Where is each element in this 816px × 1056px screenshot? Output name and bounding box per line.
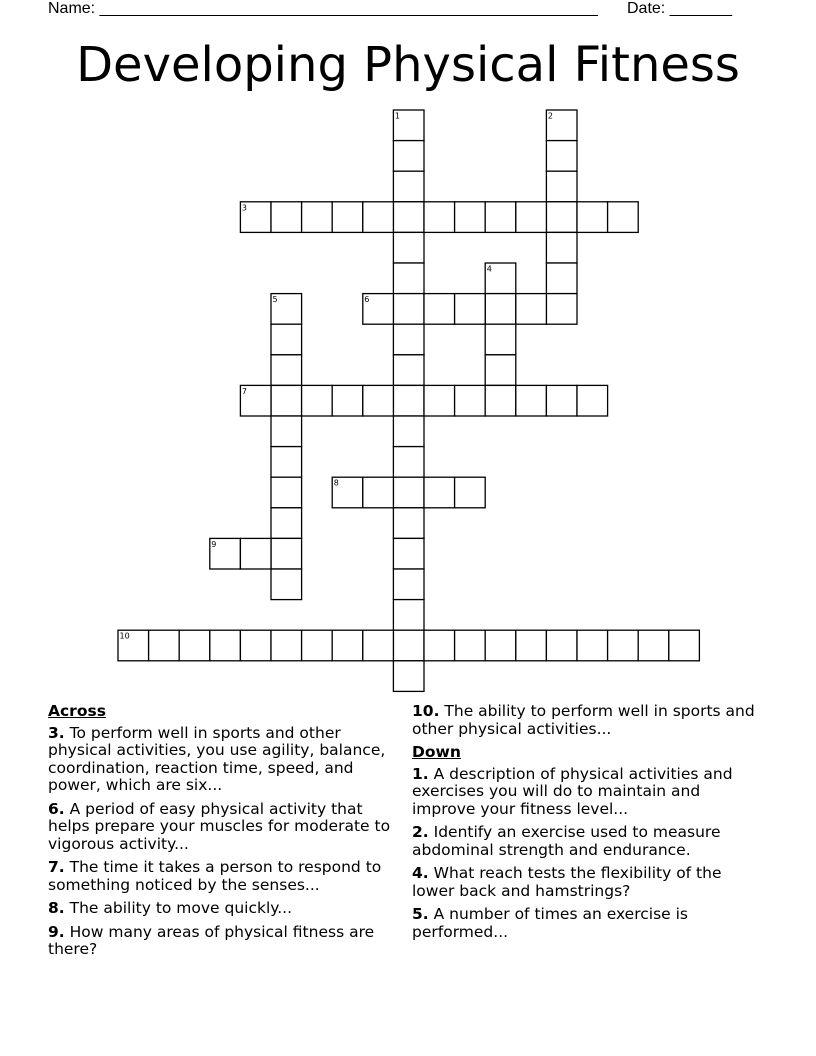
- crossword-cell[interactable]: [516, 630, 547, 661]
- crossword-cell[interactable]: [424, 630, 455, 661]
- crossword-cell[interactable]: [485, 385, 516, 416]
- crossword-cell[interactable]: [577, 630, 608, 661]
- crossword-cell[interactable]: [363, 477, 394, 508]
- clue-number-label: 6: [364, 295, 370, 305]
- date-field-label: Date: _______: [627, 0, 732, 17]
- crossword-cell[interactable]: [302, 385, 333, 416]
- clue-number: 10.: [412, 702, 440, 720]
- clue-number: 4.: [412, 864, 429, 882]
- clue-text: To perform well in sports and other physical activities, you use agility, balance, coordination, reaction time, speed, and power, which are six...: [48, 723, 386, 794]
- across-heading: Across: [48, 702, 106, 720]
- clue-text: What reach tests the flexibility of the lower back and hamstrings?: [412, 864, 722, 900]
- crossword-cell[interactable]: [546, 294, 577, 325]
- clue-number-label: 5: [272, 295, 278, 305]
- crossword-cell[interactable]: [455, 385, 486, 416]
- crossword-cell[interactable]: [302, 630, 333, 661]
- crossword-cell[interactable]: [393, 232, 424, 263]
- crossword-cell[interactable]: [608, 202, 639, 233]
- clue-down-1: [412, 766, 757, 819]
- clue-text: The ability to perform well in sports and other physical activities...: [412, 702, 755, 738]
- crossword-cell[interactable]: [546, 232, 577, 263]
- crossword-cell[interactable]: [271, 447, 302, 478]
- crossword-cell[interactable]: [179, 630, 210, 661]
- crossword-cell[interactable]: [271, 355, 302, 386]
- crossword-cell[interactable]: [546, 202, 577, 233]
- crossword-cell[interactable]: [638, 630, 669, 661]
- clue-across-8: [48, 900, 403, 918]
- crossword-cell[interactable]: [424, 294, 455, 325]
- crossword-cell[interactable]: [393, 171, 424, 202]
- crossword-cell[interactable]: [393, 263, 424, 294]
- crossword-cell[interactable]: [332, 385, 363, 416]
- clue-down-4: [412, 865, 757, 900]
- clue-number-label: 1: [394, 111, 400, 121]
- clue-number: 2.: [412, 823, 429, 841]
- clues-column-left: [48, 703, 403, 965]
- crossword-cell[interactable]: [424, 477, 455, 508]
- crossword-cell[interactable]: [210, 630, 241, 661]
- clue-number: 1.: [412, 764, 429, 783]
- clue-text: Identify an exercise used to measure abdominal strength and endurance.: [412, 823, 721, 859]
- clue-across-9: [48, 924, 403, 959]
- crossword-cell[interactable]: [393, 447, 424, 478]
- clue-across-7: [48, 859, 403, 894]
- crossword-cell[interactable]: [393, 630, 424, 661]
- crossword-cell[interactable]: [393, 661, 424, 692]
- crossword-cell[interactable]: [240, 630, 271, 661]
- crossword-cell[interactable]: [424, 385, 455, 416]
- crossword-cell[interactable]: [393, 294, 424, 325]
- crossword-cell[interactable]: [393, 202, 424, 233]
- crossword-cell[interactable]: [393, 141, 424, 172]
- clue-across-10: [412, 703, 757, 738]
- crossword-cell[interactable]: [363, 202, 394, 233]
- crossword-cell[interactable]: [332, 202, 363, 233]
- clue-text: How many areas of physical fitness are there?: [48, 922, 375, 958]
- crossword-cell[interactable]: [577, 385, 608, 416]
- crossword-cell[interactable]: [393, 600, 424, 631]
- clue-number-label: 3: [241, 203, 247, 213]
- crossword-cell[interactable]: [393, 416, 424, 447]
- clue-text: A number of times an exercise is performed...: [412, 905, 688, 941]
- crossword-cell[interactable]: [393, 324, 424, 355]
- clue-number: 6.: [48, 799, 65, 818]
- crossword-cell[interactable]: [516, 385, 547, 416]
- clue-number: 3.: [48, 723, 65, 742]
- clues-column-right: [412, 703, 757, 947]
- crossword-cell[interactable]: [485, 324, 516, 355]
- puzzle-title: Developing Physical Fitness: [76, 37, 740, 93]
- crossword-cell[interactable]: [393, 569, 424, 600]
- crossword-cell[interactable]: [516, 202, 547, 233]
- clue-number: 9.: [48, 922, 65, 941]
- clue-down-2: [412, 824, 757, 859]
- clue-number-label: 7: [241, 386, 247, 396]
- crossword-cell[interactable]: [546, 263, 577, 294]
- crossword-cell[interactable]: [363, 385, 394, 416]
- name-field-label: Name: ________________________________________________________: [48, 0, 598, 17]
- clue-text: A period of easy physical activity that helps prepare your muscles for moderate to vigorous activity...: [48, 799, 391, 853]
- crossword-cell[interactable]: [271, 569, 302, 600]
- crossword-cell[interactable]: [393, 538, 424, 569]
- crossword-cell[interactable]: [363, 630, 394, 661]
- crossword-cell[interactable]: [485, 630, 516, 661]
- crossword-cell[interactable]: [546, 630, 577, 661]
- crossword-cell[interactable]: [271, 202, 302, 233]
- crossword-cell[interactable]: [516, 294, 547, 325]
- crossword-cell[interactable]: [271, 630, 302, 661]
- clue-number-label: 2: [547, 111, 553, 121]
- crossword-cell[interactable]: [455, 630, 486, 661]
- crossword-cell[interactable]: [546, 385, 577, 416]
- crossword-cell[interactable]: [271, 385, 302, 416]
- crossword-cell[interactable]: [332, 630, 363, 661]
- crossword-cell[interactable]: [271, 508, 302, 539]
- crossword-cell[interactable]: [271, 416, 302, 447]
- crossword-cell[interactable]: [271, 324, 302, 355]
- crossword-cell[interactable]: [240, 538, 271, 569]
- crossword-cell[interactable]: [608, 630, 639, 661]
- down-heading: Down: [412, 743, 461, 761]
- crossword-cell[interactable]: [669, 630, 700, 661]
- clue-number: 5.: [412, 905, 429, 923]
- crossword-cell[interactable]: [271, 477, 302, 508]
- clue-number-label: 8: [333, 478, 339, 488]
- clue-across-6: [48, 801, 403, 854]
- clue-down-5: [412, 906, 757, 941]
- crossword-cell[interactable]: [302, 202, 333, 233]
- clue-text: The time it takes a person to respond to something noticed by the senses...: [48, 858, 382, 894]
- clue-number-label: 4: [486, 264, 492, 274]
- crossword-cell[interactable]: [393, 385, 424, 416]
- crossword-cell[interactable]: [149, 630, 180, 661]
- clue-number: 8.: [48, 899, 65, 917]
- crossword-cell[interactable]: [393, 355, 424, 386]
- crossword-cell[interactable]: [271, 538, 302, 569]
- crossword-cell[interactable]: [393, 508, 424, 539]
- crossword-cell[interactable]: [546, 141, 577, 172]
- crossword-cell[interactable]: [485, 202, 516, 233]
- clue-text: A description of physical activities and exercises you will do to maintain and improve your fitness level...: [412, 764, 733, 818]
- clue-number-label: 9: [211, 539, 217, 549]
- crossword-cell[interactable]: [485, 355, 516, 386]
- crossword-cell[interactable]: [455, 294, 486, 325]
- crossword-cell[interactable]: [577, 202, 608, 233]
- clue-across-3: [48, 725, 403, 795]
- crossword-cell[interactable]: [393, 477, 424, 508]
- crossword-cell[interactable]: [455, 202, 486, 233]
- clue-number: 7.: [48, 858, 65, 876]
- crossword-cell[interactable]: [455, 477, 486, 508]
- clue-number-label: 10: [119, 631, 130, 641]
- clue-text: The ability to move quickly...: [69, 899, 293, 917]
- crossword-cell[interactable]: [546, 171, 577, 202]
- crossword-cell[interactable]: [424, 202, 455, 233]
- crossword-cell[interactable]: [485, 294, 516, 325]
